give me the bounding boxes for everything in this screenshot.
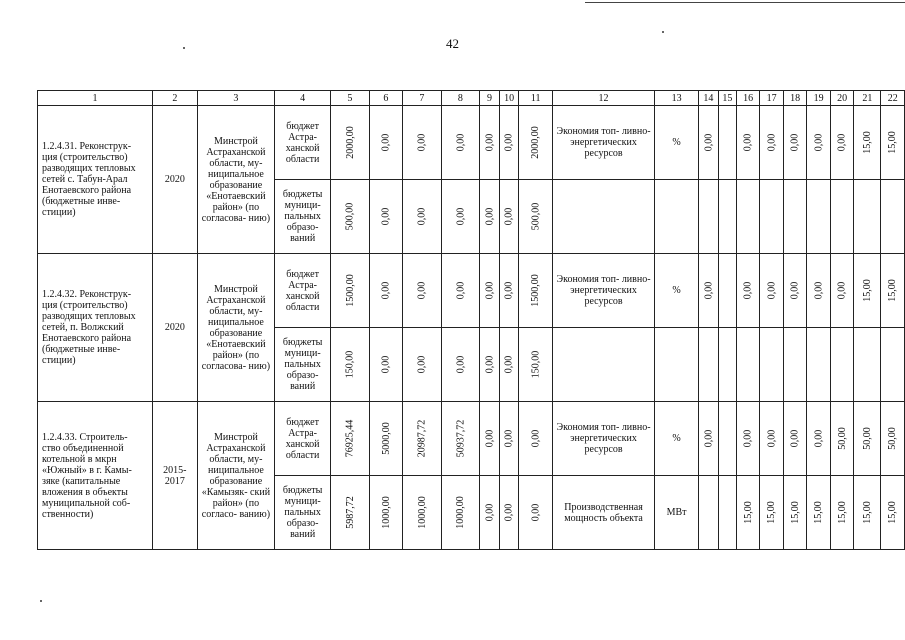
funding-value-text: 1500,00 — [344, 274, 356, 307]
indicator-target-value — [699, 106, 719, 180]
column-number-cell: 18 — [783, 91, 807, 106]
funding-value — [480, 328, 500, 402]
indicator-target-value — [736, 254, 760, 328]
indicator-unit: % — [655, 106, 699, 180]
indicator-unit — [655, 328, 699, 402]
funding-value — [403, 180, 442, 254]
scan-speck — [662, 31, 664, 33]
indicator-target-value — [830, 254, 854, 328]
indicator-target-value — [736, 402, 760, 476]
funding-value — [331, 328, 370, 402]
indicator-name: Экономия топ- ливно- энергетических ресурсов — [552, 106, 654, 180]
indicator-target-value — [830, 476, 854, 550]
indicator-target-value — [854, 254, 881, 328]
indicator-target-value — [807, 402, 831, 476]
indicator-target-value — [736, 180, 760, 254]
funding-value-text: 0,00 — [503, 207, 515, 226]
funding-value-text: 76925,44 — [344, 419, 356, 458]
funding-value-text: 0,00 — [380, 133, 392, 152]
indicator-name — [552, 180, 654, 254]
funding-value-text: 2000,00 — [344, 126, 356, 159]
column-number-cell: 5 — [331, 91, 370, 106]
funding-value-text: 0,00 — [416, 355, 428, 374]
indicator-target-value-text: 15,00 — [742, 501, 754, 524]
implementation-years: 2015- 2017 — [153, 402, 198, 550]
indicator-target-value — [881, 180, 905, 254]
indicator-target-value — [699, 402, 719, 476]
funding-value — [441, 180, 480, 254]
funding-source: бюджеты муници- пальных образо- ваний — [275, 476, 331, 550]
funding-value — [519, 180, 553, 254]
funding-value — [331, 180, 370, 254]
indicator-target-value-text: 0,00 — [742, 281, 754, 300]
funding-value-text: 1000,00 — [416, 496, 428, 529]
table-row — [38, 402, 905, 476]
indicator-target-value — [718, 106, 736, 180]
indicator-target-value — [807, 476, 831, 550]
column-number-cell: 16 — [736, 91, 760, 106]
indicator-unit: % — [655, 402, 699, 476]
funding-value-text: 2000,00 — [530, 126, 542, 159]
indicator-target-value — [718, 402, 736, 476]
funding-value — [369, 254, 403, 328]
column-number-cell: 11 — [519, 91, 553, 106]
funding-source: бюджет Астра- ханской области — [275, 106, 331, 180]
funding-value-text: 0,00 — [454, 281, 466, 300]
page-number: 42 — [446, 36, 459, 51]
indicator-name: Экономия топ- ливно- энергетических ресурсов — [552, 254, 654, 328]
column-number-cell: 10 — [499, 91, 519, 106]
column-number-cell: 8 — [441, 91, 480, 106]
indicator-target-value — [699, 180, 719, 254]
column-number-cell: 17 — [760, 91, 784, 106]
indicator-target-value — [699, 476, 719, 550]
column-number-cell: 6 — [369, 91, 403, 106]
funding-value-text: 500,00 — [344, 202, 356, 231]
indicator-target-value — [783, 476, 807, 550]
indicator-unit — [655, 180, 699, 254]
indicator-target-value — [718, 180, 736, 254]
column-number-cell: 20 — [830, 91, 854, 106]
funding-value — [519, 106, 553, 180]
indicator-target-value-text: 0,00 — [789, 133, 801, 152]
funding-value-text: 1000,00 — [454, 496, 466, 529]
scan-speck — [40, 600, 42, 602]
funding-value — [480, 254, 500, 328]
indicator-target-value-text: 15,00 — [861, 279, 873, 302]
responsible-executor: Минстрой Астраханской области, му- ниципальное образование «Енотаевский район» (по согласова- нию) — [197, 106, 275, 254]
indicator-target-value — [718, 254, 736, 328]
funding-value — [403, 476, 442, 550]
funding-value — [519, 254, 553, 328]
program-measures-table — [37, 90, 905, 550]
indicator-target-value — [760, 254, 784, 328]
column-number-cell: 14 — [699, 91, 719, 106]
funding-value — [441, 106, 480, 180]
indicator-target-value — [760, 402, 784, 476]
funding-value-text: 0,00 — [503, 503, 515, 522]
indicator-target-value — [783, 106, 807, 180]
funding-value-text: 50937,72 — [454, 419, 466, 458]
indicator-target-value — [760, 328, 784, 402]
funding-value — [441, 328, 480, 402]
funding-value-text: 1000,00 — [380, 496, 392, 529]
indicator-target-value — [854, 328, 881, 402]
indicator-target-value-text: 0,00 — [813, 133, 825, 152]
column-number-cell: 3 — [197, 91, 275, 106]
indicator-target-value — [807, 106, 831, 180]
indicator-target-value — [830, 106, 854, 180]
funding-source: бюджет Астра- ханской области — [275, 402, 331, 476]
indicator-target-value — [760, 180, 784, 254]
indicator-target-value — [783, 180, 807, 254]
indicator-target-value — [807, 328, 831, 402]
indicator-unit: МВт — [655, 476, 699, 550]
funding-value-text: 0,00 — [503, 281, 515, 300]
funding-value-text: 0,00 — [483, 133, 495, 152]
funding-value — [403, 106, 442, 180]
indicator-target-value-text: 0,00 — [702, 281, 714, 300]
indicator-target-value-text: 0,00 — [813, 281, 825, 300]
funding-value — [499, 328, 519, 402]
indicator-target-value-text: 15,00 — [836, 501, 848, 524]
column-number-cell: 2 — [153, 91, 198, 106]
table-row — [38, 254, 905, 328]
column-number-cell: 22 — [881, 91, 905, 106]
funding-value-text: 0,00 — [483, 355, 495, 374]
funding-value — [519, 476, 553, 550]
indicator-target-value-text: 15,00 — [887, 501, 899, 524]
indicator-target-value — [718, 328, 736, 402]
column-number-cell: 9 — [480, 91, 500, 106]
column-number-row — [38, 91, 905, 106]
funding-value-text: 0,00 — [483, 429, 495, 448]
indicator-target-value — [699, 254, 719, 328]
indicator-name — [552, 328, 654, 402]
column-number-cell: 7 — [403, 91, 442, 106]
funding-value — [403, 328, 442, 402]
indicator-target-value-text: 15,00 — [766, 501, 778, 524]
indicator-target-value — [807, 254, 831, 328]
funding-value — [441, 476, 480, 550]
funding-value — [480, 106, 500, 180]
funding-value-text: 0,00 — [503, 429, 515, 448]
indicator-target-value — [760, 106, 784, 180]
funding-value-text: 0,00 — [530, 429, 542, 448]
funding-value-text: 0,00 — [530, 503, 542, 522]
funding-value-text: 0,00 — [454, 133, 466, 152]
funding-value — [441, 254, 480, 328]
implementation-years: 2020 — [153, 106, 198, 254]
column-number-cell: 19 — [807, 91, 831, 106]
funding-value — [331, 402, 370, 476]
indicator-target-value — [854, 476, 881, 550]
funding-value — [369, 106, 403, 180]
indicator-target-value — [854, 180, 881, 254]
funding-value-text: 150,00 — [344, 350, 356, 379]
indicator-target-value — [854, 402, 881, 476]
indicator-target-value — [736, 476, 760, 550]
measure-description: 1.2.4.33. Строитель- ство объединенной котельной в мкрн «Южный» в г. Камы- зяке (капитальные вложения в объекты муниципальной соб- ственности) — [38, 402, 153, 550]
funding-value — [499, 254, 519, 328]
funding-value-text: 0,00 — [380, 355, 392, 374]
funding-value-text: 5000,00 — [380, 422, 392, 455]
funding-value — [403, 254, 442, 328]
indicator-target-value — [830, 328, 854, 402]
indicator-target-value — [881, 106, 905, 180]
indicator-target-value — [881, 476, 905, 550]
indicator-target-value-text: 0,00 — [702, 429, 714, 448]
column-number-cell: 12 — [552, 91, 654, 106]
indicator-target-value-text: 0,00 — [742, 133, 754, 152]
funding-value-text: 0,00 — [503, 355, 515, 374]
column-number-cell: 4 — [275, 91, 331, 106]
funding-value — [369, 328, 403, 402]
column-number-cell: 1 — [38, 91, 153, 106]
funding-source: бюджет Астра- ханской области — [275, 254, 331, 328]
funding-value-text: 1500,00 — [530, 274, 542, 307]
responsible-executor: Минстрой Астраханской области, му- ниципальное образование «Камызяк- ский район» (по согласо- ванию) — [197, 402, 275, 550]
funding-value — [499, 402, 519, 476]
funding-value — [369, 402, 403, 476]
indicator-target-value-text: 15,00 — [861, 501, 873, 524]
funding-value — [331, 254, 370, 328]
funding-value — [519, 402, 553, 476]
funding-value — [480, 180, 500, 254]
indicator-target-value — [830, 402, 854, 476]
indicator-target-value-text: 0,00 — [766, 429, 778, 448]
indicator-target-value-text: 50,00 — [887, 427, 899, 450]
indicator-unit: % — [655, 254, 699, 328]
indicator-target-value — [881, 402, 905, 476]
column-number-cell: 13 — [655, 91, 699, 106]
funding-value — [499, 106, 519, 180]
funding-value-text: 0,00 — [503, 133, 515, 152]
indicator-target-value — [783, 254, 807, 328]
indicator-target-value-text: 15,00 — [887, 279, 899, 302]
funding-source: бюджеты муници- пальных образо- ваний — [275, 180, 331, 254]
funding-value — [480, 476, 500, 550]
funding-value-text: 5987,72 — [344, 496, 356, 529]
table-row — [38, 106, 905, 180]
indicator-target-value — [881, 328, 905, 402]
funding-value — [331, 106, 370, 180]
funding-value-text: 0,00 — [416, 133, 428, 152]
funding-value — [519, 328, 553, 402]
funding-value-text: 0,00 — [416, 281, 428, 300]
column-number-cell: 15 — [718, 91, 736, 106]
indicator-target-value — [854, 106, 881, 180]
funding-value-text: 0,00 — [416, 207, 428, 226]
funding-value-text: 0,00 — [483, 207, 495, 226]
funding-value — [499, 180, 519, 254]
indicator-target-value-text: 50,00 — [861, 427, 873, 450]
indicator-target-value-text: 0,00 — [766, 133, 778, 152]
funding-value — [480, 402, 500, 476]
indicator-target-value-text: 15,00 — [813, 501, 825, 524]
indicator-target-value-text: 15,00 — [789, 501, 801, 524]
indicator-target-value-text: 0,00 — [789, 281, 801, 300]
measure-description: 1.2.4.32. Реконструк- ция (строительство) разводящих тепловых сетей, п. Волжский Енотаевского района (бюджетные инве- стиции) — [38, 254, 153, 402]
indicator-target-value-text: 0,00 — [836, 281, 848, 300]
funding-value — [441, 402, 480, 476]
funding-source: бюджеты муници- пальных образо- ваний — [275, 328, 331, 402]
indicator-target-value — [881, 254, 905, 328]
responsible-executor: Минстрой Астраханской области, му- ниципальное образование «Енотаевский район» (по согласова- нию) — [197, 254, 275, 402]
indicator-target-value-text: 0,00 — [742, 429, 754, 448]
indicator-name: Экономия топ- ливно- энергетических ресурсов — [552, 402, 654, 476]
indicator-target-value-text: 0,00 — [836, 133, 848, 152]
indicator-target-value-text: 0,00 — [766, 281, 778, 300]
measure-description: 1.2.4.31. Реконструк- ция (строительство) разводящих тепловых сетей с. Табун-Арал Енотаевского района (бюджетные инве- стиции) — [38, 106, 153, 254]
indicator-target-value — [783, 402, 807, 476]
funding-value — [499, 476, 519, 550]
indicator-target-value — [736, 106, 760, 180]
indicator-target-value-text: 0,00 — [702, 133, 714, 152]
funding-value-text: 0,00 — [483, 503, 495, 522]
indicator-target-value-text: 0,00 — [789, 429, 801, 448]
funding-value-text: 0,00 — [380, 281, 392, 300]
indicator-target-value — [807, 180, 831, 254]
funding-value — [403, 402, 442, 476]
indicator-target-value — [699, 328, 719, 402]
implementation-years: 2020 — [153, 254, 198, 402]
indicator-target-value — [718, 476, 736, 550]
funding-value-text: 500,00 — [530, 202, 542, 231]
indicator-target-value — [760, 476, 784, 550]
scan-edge-line — [585, 2, 905, 3]
funding-value-text: 150,00 — [530, 350, 542, 379]
indicator-name: Производственная мощность объекта — [552, 476, 654, 550]
funding-value-text: 0,00 — [454, 207, 466, 226]
funding-value — [331, 476, 370, 550]
funding-value-text: 0,00 — [454, 355, 466, 374]
indicator-target-value-text: 50,00 — [836, 427, 848, 450]
indicator-target-value-text: 0,00 — [813, 429, 825, 448]
indicator-target-value — [783, 328, 807, 402]
column-number-cell: 21 — [854, 91, 881, 106]
funding-value — [369, 180, 403, 254]
funding-value — [369, 476, 403, 550]
indicator-target-value — [830, 180, 854, 254]
funding-value-text: 0,00 — [483, 281, 495, 300]
indicator-target-value — [736, 328, 760, 402]
funding-value-text: 20987,72 — [416, 419, 428, 458]
indicator-target-value-text: 15,00 — [861, 131, 873, 154]
indicator-target-value-text: 15,00 — [887, 131, 899, 154]
funding-value-text: 0,00 — [380, 207, 392, 226]
